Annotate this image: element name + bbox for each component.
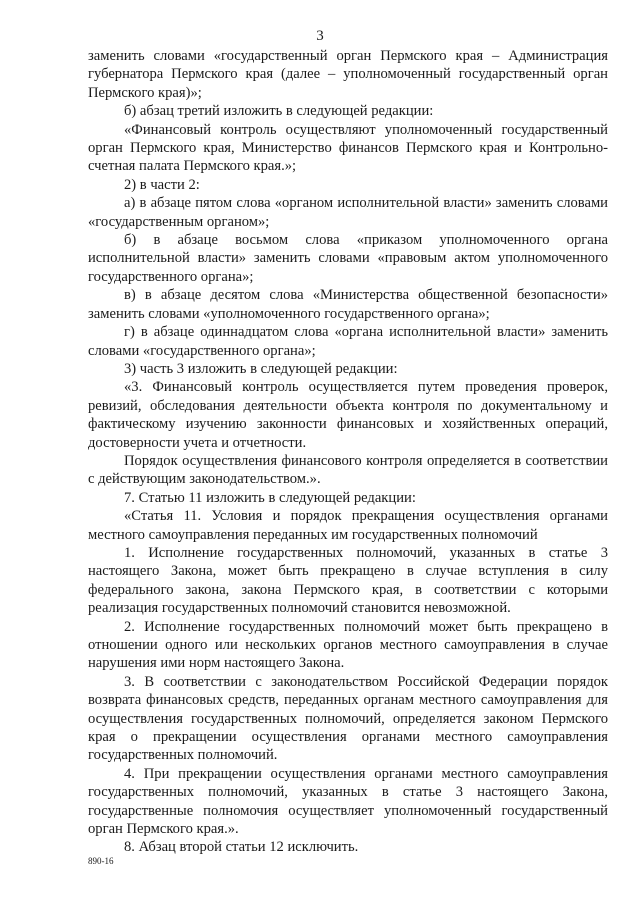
- paragraph: б) абзац третий изложить в следующей редакции:: [124, 103, 434, 120]
- paragraph: а) в абзаце пятом слова «органом исполнительной власти» заменить словами «государственным органом»;: [88, 195, 608, 230]
- paragraph: 7. Статью 11 изложить в следующей редакции:: [124, 489, 416, 506]
- paragraph: 2. Исполнение государственных полномочий может быть прекращено в отношении одного или нескольких органов местного самоуправления в случае нарушения ими норм настоящего Закона.: [88, 618, 608, 672]
- paragraph: 4. При прекращении осуществления органами местного самоуправления государственных полномочий, указанных в статье 3 настоящего Закона, государственные полномочия осуществляет уполномоченный государственный орган Пермского края.».: [88, 765, 608, 838]
- paragraph: заменить словами «государственный орган Пермского края – Администрация губернатора Пермского края (далее – уполномоченный государственный орган Пермского края)»;: [88, 48, 608, 101]
- paragraph: 3) часть 3 изложить в следующей редакции:: [124, 360, 398, 377]
- paragraph: «Статья 11. Условия и порядок прекращения осуществления органами местного самоуправления переданных им государственных полномочий: [88, 508, 608, 543]
- paragraph: 2) в части 2:: [124, 176, 200, 193]
- paragraph: 3. В соответствии с законодательством Российской Федерации порядок возврата финансовых средств, переданных органам местного самоуправления для осуществления государственных полномочий, определяется законом Пермского края о прекращении осуществления органами местного самоуправления государственных полномочий.: [88, 673, 608, 764]
- paragraph: «Финансовый контроль осуществляют уполномоченный государственный орган Пермского края, Министерство финансов Пермского края и Контрольно-счетная палата Пермского края.»;: [88, 121, 608, 175]
- document-body: [88, 47, 608, 857]
- paragraph: г) в абзаце одиннадцатом слова «органа исполнительной власти» заменить словами «государственного органа»;: [88, 324, 608, 359]
- paragraph: в) в абзаце десятом слова «Министерства общественной безопасности» заменить словами «уполномоченного государственного органа»;: [88, 287, 608, 322]
- paragraph: «3. Финансовый контроль осуществляется путем проведения проверок, ревизий, обследования деятельности объекта контроля по документальному и фактическому изучению законности финансовых и хозяйственных операций, достоверности учета и отчетности.: [88, 379, 608, 451]
- paragraph: Порядок осуществления финансового контроля определяется в соответствии с действующим законодательством.».: [88, 452, 608, 488]
- paragraph: 8. Абзац второй статьи 12 исключить.: [124, 839, 359, 856]
- paragraph: б) в абзаце восьмом слова «приказом уполномоченного органа исполнительной власти» заменить словами «правовым актом уполномоченного государственного органа»;: [88, 232, 608, 285]
- document-code: 890-16: [88, 856, 114, 866]
- page-number: 3: [316, 28, 324, 44]
- paragraph: 1. Исполнение государственных полномочий, указанных в статье 3 настоящего Закона, может быть прекращено в случае вступления в силу федерального закона, закона Пермского края, в соответствии с которыми реализация государственных полномочий становится невозможной.: [88, 544, 608, 617]
